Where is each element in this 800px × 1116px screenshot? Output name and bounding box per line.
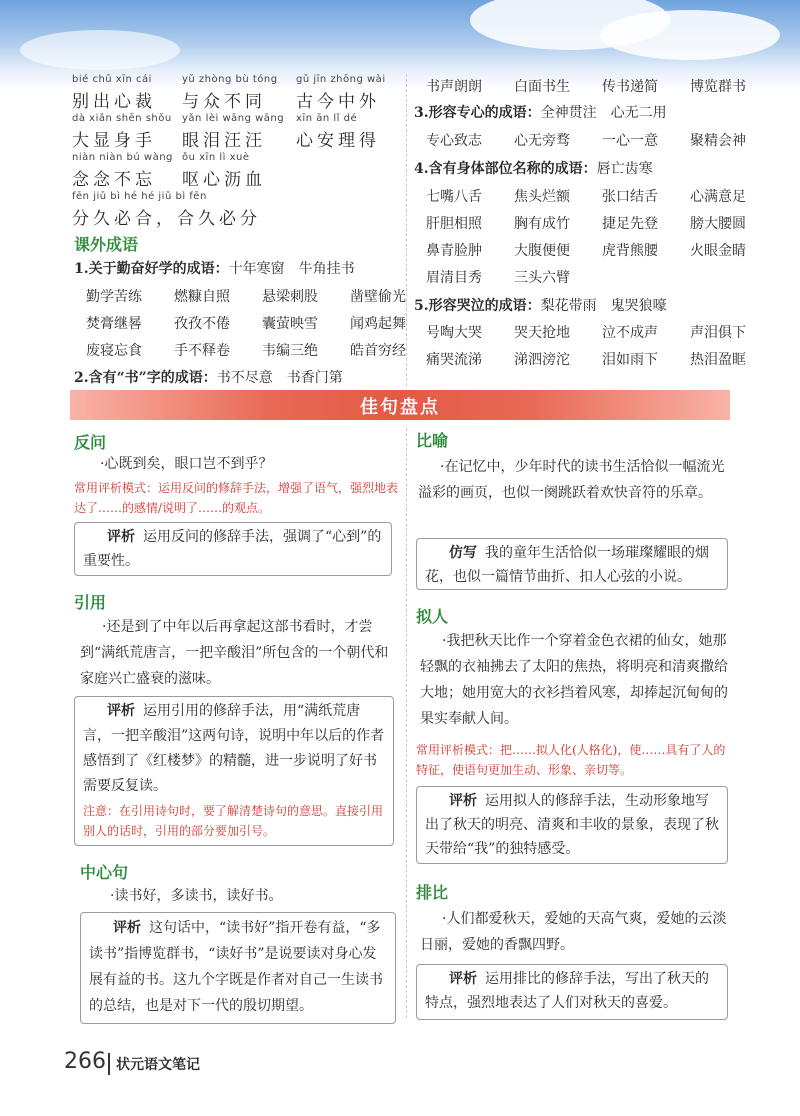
idiom: 闻鸡起舞 — [350, 316, 406, 332]
idiom: 号啕大哭 — [426, 325, 482, 341]
pinyin: niàn niàn bú wàng — [72, 152, 173, 163]
analysis-box — [74, 696, 394, 846]
category-label: 4.含有身体部位名称的成语： — [414, 161, 597, 177]
idiom: 古今中外 — [296, 92, 380, 112]
idiom: 焚膏继晷 — [86, 316, 142, 332]
analysis-text: 运用拟人的修辞手法，生动形象地写出了秋天的明亮、清爽和丰收的景象，表现了秋天带给“我”的独特感受。 — [425, 793, 719, 857]
idiom: 声泪俱下 — [690, 325, 746, 341]
analysis-text: 运用反问的修辞手法，强调了“心到”的重要性。 — [83, 529, 382, 569]
pinyin: fēn jiǔ bì hé hé jiǔ bì fēn — [72, 191, 207, 202]
idiom: 皓首穷经 — [350, 343, 406, 359]
example-sentence: ·我把秋天比作一个穿着金色衣裙的仙女，她那轻飘的衣袖拂去了太阳的焦热，将明亮和清爽撒给大地；她用宽大的衣衫挡着风寒，却捧起沉甸甸的果实奉献人间。 — [420, 633, 728, 727]
section-title-zhongxin: 中心句 — [80, 863, 129, 882]
idiom-row — [414, 213, 744, 240]
analysis-label: 评析 — [449, 793, 477, 809]
idiom-column — [296, 74, 416, 152]
idiom: 聚精会神 — [690, 133, 746, 149]
idiom: 涕泗滂沱 — [514, 352, 570, 368]
idiom: 一心一意 — [602, 133, 658, 149]
idiom: 泣不成声 — [602, 325, 658, 341]
idiom: 手不释卷 — [174, 343, 230, 359]
idiom: 专心致志 — [426, 133, 482, 149]
idiom: 书声朗朗 — [426, 79, 482, 95]
footer-divider — [108, 1053, 110, 1075]
idiom: 传书递简 — [602, 79, 658, 95]
category-label: 3.形容专心的成语： — [414, 105, 541, 121]
analysis-box — [74, 522, 392, 576]
example-sentence: ·人们都爱秋天，爱她的天高气爽，爱她的云淡日丽，爱她的香飘四野。 — [420, 911, 727, 953]
pinyin: yǔ zhòng bù tóng — [182, 74, 278, 85]
idiom-row — [74, 340, 404, 367]
section-title-biyu: 比喻 — [416, 431, 449, 450]
idiom: 三头六臂 — [514, 270, 570, 286]
idiom: 张口结舌 — [602, 189, 658, 205]
analysis-text: 这句话中，“读书好”指开卷有益，“多读书”指博览群书，“读好书”是说要读对身心发展有益的书。这九个字既是作者对自己一生读书的总结，也是对下一代的殷切期望。 — [89, 920, 383, 1014]
idiom: 肝胆相照 — [426, 216, 482, 232]
idiom: 火眼金睛 — [690, 243, 746, 259]
right-idiom-list — [414, 76, 744, 376]
example-sentence: ·还是到了中年以后再拿起这部书看时，才尝到“满纸荒唐言，一把辛酸泪”所包含的一个朝代和家庭兴亡盛衰的滋味。 — [80, 619, 389, 687]
analysis-label: 评析 — [449, 971, 477, 987]
pinyin: gǔ jīn zhōng wài — [296, 74, 386, 85]
book-title: 状元语文笔记 — [116, 1057, 200, 1073]
analysis-box — [416, 786, 728, 864]
analysis-label: 评析 — [107, 529, 135, 545]
example-sentence: ·读书好，多读书，读好书。 — [110, 888, 283, 904]
idiom: 呕心沥血 — [182, 170, 266, 190]
imitation-box — [416, 538, 728, 590]
idiom: 孜孜不倦 — [174, 316, 230, 332]
category-label: 2.含有“书”字的成语： — [74, 370, 217, 386]
column-divider — [406, 428, 407, 1018]
idiom-row — [414, 322, 744, 349]
idiom-long: 分久必合，合久必分 — [72, 209, 261, 229]
category-examples: 全神贯注 心无二用 — [540, 105, 667, 121]
pinyin: ǒu xīn lì xuè — [182, 152, 250, 163]
left-idiom-list — [74, 258, 404, 393]
example-sentence: ·在记忆中，少年时代的读书生活恰似一幅流光溢彩的画页，也似一阕跳跃着欢快音符的乐章。 — [418, 459, 725, 501]
page-number: 266 — [64, 1049, 106, 1074]
idiom-row — [74, 313, 404, 340]
idiom: 凿壁偷光 — [350, 289, 406, 305]
imitation-text: 我的童年生活恰似一场璀璨耀眼的烟花，也似一篇情节曲折、扣人心弦的小说。 — [425, 545, 709, 585]
idiom: 鼻青脸肿 — [426, 243, 482, 259]
idiom: 别出心裁 — [72, 92, 156, 112]
category-label: 5.形容哭泣的成语： — [414, 298, 541, 314]
idiom-row — [414, 186, 744, 213]
idiom: 眼泪汪汪 — [182, 131, 266, 151]
category-title — [414, 158, 744, 186]
idiom: 七嘴八舌 — [426, 189, 482, 205]
analysis-label: 评析 — [107, 703, 135, 719]
idiom: 痛哭流涕 — [426, 352, 482, 368]
analysis-box — [416, 964, 728, 1020]
category-title — [414, 102, 744, 130]
analysis-pattern-note: 常用评析模式：把……拟人化(人格化)，使……具有了人的特征，使语句更加生动、形象、亲切等。 — [416, 743, 726, 777]
idiom-row — [414, 267, 744, 295]
idiom-row — [74, 286, 404, 313]
idiom: 大腹便便 — [514, 243, 570, 259]
idiom-row — [414, 240, 744, 267]
category-title — [74, 258, 404, 286]
idiom: 心安理得 — [296, 131, 380, 151]
idiom: 虎背熊腰 — [602, 243, 658, 259]
idiom-row — [414, 349, 744, 376]
analysis-text: 运用引用的修辞手法，用“满纸荒唐言，一把辛酸泪”这两句诗，说明中年以后的作者感悟到了《红楼梦》的精髓，进一步说明了好书需要反复读。 — [83, 703, 385, 794]
idiom: 废寝忘食 — [86, 343, 142, 359]
idiom: 大显身手 — [72, 131, 156, 151]
category-examples: 唇亡齿寒 — [596, 161, 653, 177]
section-banner — [70, 390, 730, 420]
idiom-row — [414, 76, 744, 102]
idiom: 膀大腰圆 — [690, 216, 746, 232]
category-label: 1.关于勤奋好学的成语： — [74, 261, 229, 277]
pinyin: bié chū xīn cái — [72, 74, 152, 85]
idiom: 焦头烂额 — [514, 189, 570, 205]
idiom-column — [182, 74, 302, 191]
idiom: 韦编三绝 — [262, 343, 318, 359]
analysis-label: 评析 — [113, 920, 141, 936]
idiom: 燃糠自照 — [174, 289, 230, 305]
idiom: 心满意足 — [690, 189, 746, 205]
idiom: 勤学苦练 — [86, 289, 142, 305]
idiom: 悬梁刺股 — [262, 289, 318, 305]
idiom: 念念不忘 — [72, 170, 156, 190]
idiom-row — [414, 130, 744, 158]
category-title — [414, 295, 744, 322]
pinyin: xīn ān lǐ dé — [296, 113, 358, 124]
idiom: 热泪盈眶 — [690, 352, 746, 368]
extra-idioms-title: 课外成语 — [74, 235, 139, 254]
attention-note: 注意：在引用诗句时，要了解清楚诗句的意思。直接引用别人的话时，引用的部分要加引号。 — [83, 804, 384, 838]
idiom: 心无旁骛 — [514, 133, 570, 149]
idiom: 白面书生 — [514, 79, 570, 95]
banner-title: 佳句盘点 — [360, 397, 440, 418]
idiom: 哭天抢地 — [514, 325, 570, 341]
idiom: 捷足先登 — [602, 216, 658, 232]
idiom: 囊萤映雪 — [262, 316, 318, 332]
section-title-fanwen: 反问 — [74, 433, 107, 452]
analysis-pattern-note: 常用评析模式：运用反问的修辞手法，增强了语气，强烈地表达了……的感情/说明了……的观点。 — [74, 481, 399, 515]
idiom: 胸有成竹 — [514, 216, 570, 232]
category-examples: 十年寒窗 牛角挂书 — [228, 261, 355, 277]
idiom: 泪如雨下 — [602, 352, 658, 368]
pinyin: dà xiǎn shēn shǒu — [72, 113, 172, 124]
idiom: 博览群书 — [690, 79, 746, 95]
idiom: 与众不同 — [182, 92, 266, 112]
category-examples: 梨花带雨 鬼哭狼嚎 — [540, 298, 667, 314]
section-title-paibi: 排比 — [416, 883, 449, 902]
pinyin: yǎn lèi wāng wāng — [182, 113, 285, 124]
imitation-label: 仿写 — [449, 545, 477, 561]
category-examples: 书不尽意 书香门第 — [216, 370, 343, 386]
section-title-niren: 拟人 — [416, 607, 449, 626]
section-title-yinyong: 引用 — [74, 593, 107, 612]
example-sentence: ·心既到矣，眼口岂不到乎？ — [100, 456, 273, 472]
analysis-box — [80, 912, 396, 1024]
idiom: 眉清目秀 — [426, 270, 482, 286]
analysis-text: 运用排比的修辞手法，写出了秋天的特点，强烈地表达了人们对秋天的喜爱。 — [425, 971, 709, 1011]
